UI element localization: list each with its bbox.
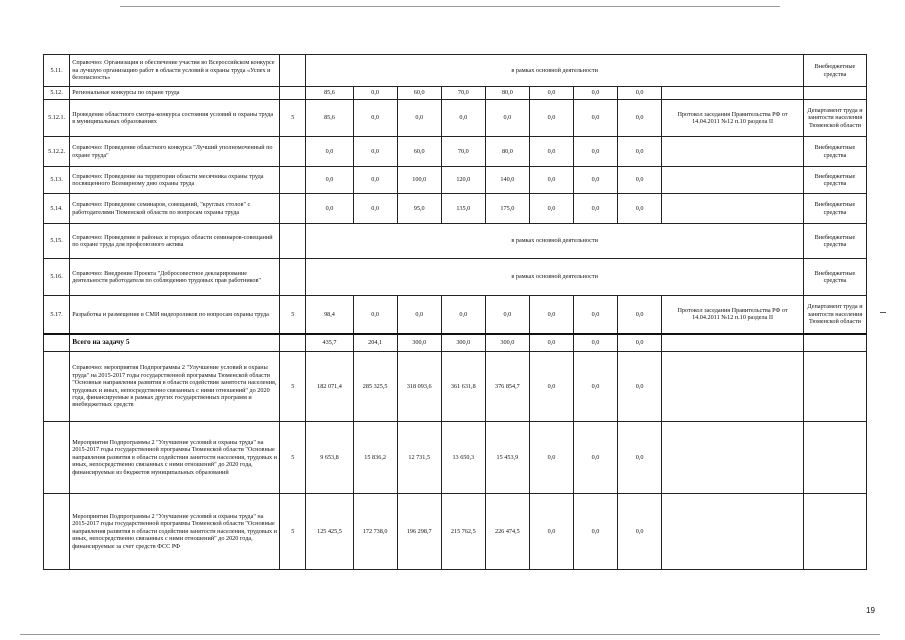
row-value: 0,0 [529,167,573,194]
program-table [43,54,867,570]
row-index: 5.11. [44,55,70,87]
summary-value: 182 071,4 [306,352,353,422]
row-value: 0,0 [529,87,573,100]
summary-value: 0,0 [573,352,617,422]
row-code [280,167,306,194]
row-code [280,224,306,259]
row-source: Внебюджетные средства [803,259,866,296]
row-value: 0,0 [529,100,573,137]
row-value: 0,0 [485,296,529,334]
total-value: 300,0 [485,334,529,352]
row-org: Департамент труда и занятости населения Тюменской области [803,296,866,334]
row-span-note: в рамках основной деятельности [306,55,804,87]
row-value: 60,0 [397,87,441,100]
row-name: Справочно: Внедрение Проекта "Добросовестное декларирование деятельности работодателя по соблюдению трудовых прав работников" [70,259,280,296]
summary-name: Мероприятия Подпрограммы 2 "Улучшение условий и охраны труда" на 2015-2017 годы государственной программы Тюменской области "Основные направления развития в области содействия занятости населения, трудовых и иных, непосредственно связанных с ними отношений" до 2020 года, финансируемые за счет средств ФСС РФ [70,494,280,570]
total-value: 0,0 [573,334,617,352]
summary-document [662,352,804,422]
summary-code: 5 [280,352,306,422]
summary-row [44,494,867,570]
total-name: Всего на задачу 5 [70,334,280,352]
row-value: 0,0 [353,87,397,100]
row-name: Региональные конкурсы по охране труда [70,87,280,100]
row-value: 85,6 [306,100,353,137]
summary-value: 0,0 [618,422,662,494]
total-value: 0,0 [529,334,573,352]
row-code [280,194,306,224]
row-document [662,137,804,167]
summary-value: 318 093,6 [397,352,441,422]
row-span-note: в рамках основной деятельности [306,259,804,296]
summary-index [44,494,70,570]
total-document [662,334,804,352]
total-code [280,334,306,352]
row-code [280,137,306,167]
row-value: 0,0 [618,167,662,194]
summary-value: 196 298,7 [397,494,441,570]
row-value: 135,0 [441,194,485,224]
table-row [44,87,867,100]
summary-name: Мероприятия Подпрограммы 2 "Улучшение условий и охраны труда" на 2015-2017 годы государственной программы Тюменской области "Основные направления развития в области содействия занятости населения, трудовых и иных, непосредственно связанных с ними отношений" до 2020 года, финансируемые из бюджетов муниципальных образований [70,422,280,494]
summary-value: 376 854,7 [485,352,529,422]
total-org [803,334,866,352]
row-value: 0,0 [306,137,353,167]
row-value: 0,0 [353,296,397,334]
row-value: 0,0 [573,137,617,167]
summary-code: 5 [280,422,306,494]
table-row [44,296,867,334]
row-document: Протокол заседания Правительства РФ от 14.04.2011 №12 п.10 раздела II [662,296,804,334]
row-value: 0,0 [353,100,397,137]
row-code [280,55,306,87]
scan-bottom-line [20,634,880,635]
row-value: 0,0 [353,137,397,167]
row-value: 0,0 [441,296,485,334]
row-document [662,87,804,100]
total-row [44,334,867,352]
summary-value: 0,0 [573,422,617,494]
summary-value: 15 836,2 [353,422,397,494]
table-row [44,55,867,87]
row-value: 0,0 [618,87,662,100]
table-row [44,167,867,194]
row-org: Внебюджетные средства [803,167,866,194]
summary-org [803,352,866,422]
row-value: 0,0 [618,194,662,224]
row-value: 0,0 [485,100,529,137]
row-name: Проведение областного смотра-конкурса состояния условий и охраны труда в муниципальных образованиях [70,100,280,137]
table-row [44,100,867,137]
row-value: 80,0 [485,87,529,100]
row-name: Справочно: Проведение на территории области месячника охраны труда посвященного Всемирному дню охраны труда [70,167,280,194]
row-value: 140,0 [485,167,529,194]
row-name: Справочно: Организация и обеспечение участия во Всероссийском конкурсе на лучшую организацию работ в области условий и охраны труда «Успех и безопасность» [70,55,280,87]
summary-index [44,422,70,494]
page-number: 19 [866,606,875,615]
row-value: 0,0 [306,194,353,224]
row-org: Внебюджетные средства [803,137,866,167]
summary-value: 172 738,0 [353,494,397,570]
summary-value: 15 453,9 [485,422,529,494]
row-value: 60,0 [397,137,441,167]
total-value: 300,0 [397,334,441,352]
row-value: 80,0 [485,137,529,167]
row-value: 98,4 [306,296,353,334]
table-row [44,137,867,167]
row-org: Департамент труда и занятости населения Тюменской области [803,100,866,137]
row-value: 0,0 [529,137,573,167]
table-row [44,259,867,296]
row-value: 95,0 [397,194,441,224]
summary-value: 0,0 [529,422,573,494]
row-span-note: в рамках основной деятельности [306,224,804,259]
summary-name: Справочно: мероприятия Подпрограммы 2 "Улучшение условий и охраны труда" на 2015-2017 годы государственной программы Тюменской области "Основные направления развития в области содействия занятости населения, трудовых и иных, непосредственно связанных с ними отношений" до 2020 года, финансируемые в рамках других государственных программ и внебюджетных средств [70,352,280,422]
summary-value: 0,0 [618,494,662,570]
row-code [280,87,306,100]
row-value: 0,0 [529,296,573,334]
summary-code: 5 [280,494,306,570]
row-value: 0,0 [441,100,485,137]
row-source: Внебюджетные средства [803,55,866,87]
row-value: 0,0 [397,296,441,334]
row-source: Внебюджетные средства [803,224,866,259]
row-code: 5 [280,296,306,334]
summary-document [662,494,804,570]
row-value: 0,0 [573,87,617,100]
total-index [44,334,70,352]
scan-top-line [120,6,780,7]
summary-value: 0,0 [529,494,573,570]
summary-value: 9 653,8 [306,422,353,494]
row-value: 0,0 [529,194,573,224]
row-index: 5.12. [44,87,70,100]
row-code [280,259,306,296]
scan-mark [880,312,886,313]
row-value: 100,0 [397,167,441,194]
row-index: 5.17. [44,296,70,334]
table-row [44,194,867,224]
row-name: Справочно: Проведение областного конкурса "Лучший уполномоченный по охране труда" [70,137,280,167]
row-value: 0,0 [306,167,353,194]
total-value: 435,7 [306,334,353,352]
row-value: 0,0 [397,100,441,137]
row-value: 70,0 [441,87,485,100]
summary-index [44,352,70,422]
summary-value: 285 325,5 [353,352,397,422]
row-value: 0,0 [573,100,617,137]
summary-value: 361 631,8 [441,352,485,422]
row-value: 120,0 [441,167,485,194]
row-index: 5.16. [44,259,70,296]
row-org [803,87,866,100]
row-value: 0,0 [573,194,617,224]
row-index: 5.15. [44,224,70,259]
total-value: 204,1 [353,334,397,352]
summary-row [44,422,867,494]
row-value: 0,0 [353,194,397,224]
table-row [44,224,867,259]
summary-row [44,352,867,422]
summary-value: 0,0 [529,352,573,422]
row-name: Разработка и размещение в СМИ видеороликов по вопросам охраны труда [70,296,280,334]
row-code: 5 [280,100,306,137]
total-value: 300,0 [441,334,485,352]
summary-org [803,494,866,570]
row-index: 5.14. [44,194,70,224]
summary-value: 13 650,3 [441,422,485,494]
row-document [662,194,804,224]
row-value: 175,0 [485,194,529,224]
summary-value: 226 474,5 [485,494,529,570]
row-value: 0,0 [618,296,662,334]
row-value: 0,0 [573,296,617,334]
summary-value: 12 731,5 [397,422,441,494]
row-org: Внебюджетные средства [803,194,866,224]
document-page [43,54,867,570]
row-name: Справочно: Проведение семинаров, совещаний, "круглых столов" с работодателями Тюменской области по вопросам охраны труда [70,194,280,224]
row-value: 85,6 [306,87,353,100]
row-value: 70,0 [441,137,485,167]
row-index: 5.13. [44,167,70,194]
row-value: 0,0 [618,137,662,167]
summary-document [662,422,804,494]
row-value: 0,0 [618,100,662,137]
row-value: 0,0 [353,167,397,194]
row-value: 0,0 [573,167,617,194]
summary-value: 125 425,5 [306,494,353,570]
row-document [662,167,804,194]
row-name: Справочно: Проведение в районах и городах области семинаров-совещаний по охране труда для профсоюзного актива [70,224,280,259]
summary-value: 0,0 [618,352,662,422]
summary-value: 215 762,5 [441,494,485,570]
total-value: 0,0 [618,334,662,352]
row-document: Протокол заседания Правительства РФ от 14.04.2011 №12 п.10 раздела II [662,100,804,137]
row-index: 5.12.1. [44,100,70,137]
summary-org [803,422,866,494]
row-index: 5.12.2. [44,137,70,167]
summary-value: 0,0 [573,494,617,570]
